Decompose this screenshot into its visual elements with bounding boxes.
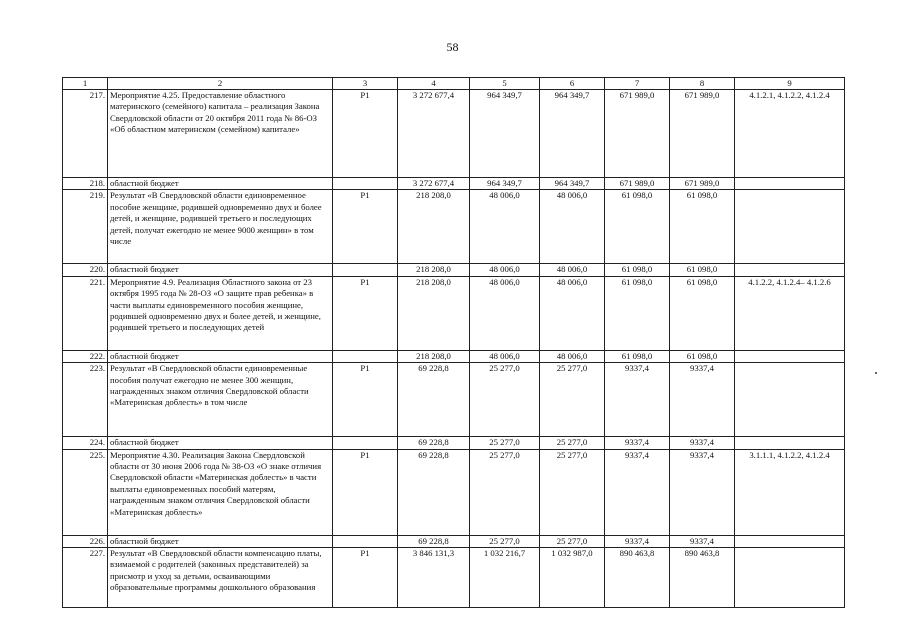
amount-total-cell: 69 228,8 (398, 535, 470, 547)
target-refs-cell (735, 190, 845, 264)
amount-cell: 1 032 216,7 (470, 548, 540, 608)
description-cell: Мероприятие 4.30. Реализация Закона Свердловской области от 30 июня 2006 года № 38-ОЗ «О знаке отличия Свердловской области «Материнская доблесть» в части выплаты единовременных пособий матерям, награжденным знаком отличия Свердловской области «Материнская доблесть» (108, 449, 333, 535)
column-header: 2 (108, 78, 333, 90)
amount-cell: 1 032 987,0 (540, 548, 605, 608)
table-row (63, 535, 845, 547)
table-row (63, 548, 845, 608)
row-number-cell: 226. (63, 535, 108, 547)
row-number-cell: 218. (63, 178, 108, 190)
column-header: 6 (540, 78, 605, 90)
amount-cell: 61 098,0 (670, 190, 735, 264)
amount-cell: 48 006,0 (540, 276, 605, 350)
target-refs-cell: 3.1.1.1, 4.1.2.2, 4.1.2.4 (735, 449, 845, 535)
row-number-cell: 221. (63, 276, 108, 350)
target-refs-cell: 4.1.2.1, 4.1.2.2, 4.1.2.4 (735, 90, 845, 178)
amount-total-cell: 69 228,8 (398, 363, 470, 437)
row-number-cell: 227. (63, 548, 108, 608)
description-cell: Мероприятие 4.9. Реализация Областного закона от 23 октября 1995 года № 28-ОЗ «О защите прав ребенка» в части выплаты единовременного пособия женщине, родившей одновременно двух и более детей, и женщине, родившей третьего и последующих детей (108, 276, 333, 350)
target-refs-cell: 4.1.2.2, 4.1.2.4– 4.1.2.6 (735, 276, 845, 350)
column-header: 5 (470, 78, 540, 90)
table-row (63, 190, 845, 264)
amount-cell: 48 006,0 (470, 264, 540, 276)
column-header: 8 (670, 78, 735, 90)
amount-cell: 964 349,7 (470, 90, 540, 178)
amount-total-cell: 3 846 131,3 (398, 548, 470, 608)
amount-cell: 890 463,8 (670, 548, 735, 608)
amount-cell: 9337,4 (670, 437, 735, 449)
column-header: 3 (333, 78, 398, 90)
description-cell: Мероприятие 4.25. Предоставление областного материнского (семейного) капитала – реализация Закона Свердловской области от 20 октября 2011 года № 86-ОЗ «Об областном материнском (семейном) капитале» (108, 90, 333, 178)
code-cell: Р1 (333, 90, 398, 178)
target-refs-cell (735, 363, 845, 437)
row-number-cell: 220. (63, 264, 108, 276)
description-cell: областной бюджет (108, 264, 333, 276)
amount-cell: 61 098,0 (605, 190, 670, 264)
amount-total-cell: 69 228,8 (398, 437, 470, 449)
amount-cell: 48 006,0 (540, 190, 605, 264)
code-cell: Р1 (333, 276, 398, 350)
row-number-cell: 225. (63, 449, 108, 535)
amount-total-cell: 3 272 677,4 (398, 178, 470, 190)
table-row (63, 178, 845, 190)
amount-cell: 964 349,7 (540, 90, 605, 178)
target-refs-cell (735, 178, 845, 190)
code-cell: Р1 (333, 363, 398, 437)
amount-cell: 25 277,0 (540, 437, 605, 449)
row-number-cell: 222. (63, 350, 108, 362)
amount-cell: 61 098,0 (670, 350, 735, 362)
amount-cell: 9337,4 (605, 535, 670, 547)
target-refs-cell (735, 437, 845, 449)
amount-total-cell: 3 272 677,4 (398, 90, 470, 178)
amount-cell: 25 277,0 (470, 363, 540, 437)
table-row (63, 276, 845, 350)
column-header: 7 (605, 78, 670, 90)
table-row (63, 90, 845, 178)
column-number-row (63, 78, 845, 90)
amount-cell: 25 277,0 (540, 363, 605, 437)
column-header: 4 (398, 78, 470, 90)
table-row (63, 449, 845, 535)
amount-cell: 671 989,0 (605, 178, 670, 190)
column-header: 9 (735, 78, 845, 90)
page-number: 58 (446, 40, 459, 54)
target-refs-cell (735, 548, 845, 608)
code-cell: Р1 (333, 190, 398, 264)
amount-cell: 9337,4 (670, 449, 735, 535)
amount-cell: 48 006,0 (540, 350, 605, 362)
description-cell: областной бюджет (108, 178, 333, 190)
code-cell: Р1 (333, 548, 398, 608)
amount-cell: 890 463,8 (605, 548, 670, 608)
scan-margin-marks (40, 410, 62, 590)
amount-cell: 9337,4 (670, 363, 735, 437)
amount-total-cell: 218 208,0 (398, 264, 470, 276)
amount-cell: 9337,4 (605, 449, 670, 535)
budget-table (62, 77, 845, 608)
target-refs-cell (735, 350, 845, 362)
amount-cell: 25 277,0 (540, 449, 605, 535)
amount-cell: 25 277,0 (540, 535, 605, 547)
row-number-cell: 224. (63, 437, 108, 449)
amount-total-cell: 69 228,8 (398, 449, 470, 535)
row-number-cell: 219. (63, 190, 108, 264)
scan-speck (875, 372, 877, 374)
code-cell: Р1 (333, 449, 398, 535)
amount-cell: 61 098,0 (670, 276, 735, 350)
row-number-cell: 217. (63, 90, 108, 178)
amount-cell: 48 006,0 (470, 276, 540, 350)
amount-total-cell: 218 208,0 (398, 190, 470, 264)
target-refs-cell (735, 535, 845, 547)
description-cell: областной бюджет (108, 437, 333, 449)
amount-cell: 61 098,0 (605, 350, 670, 362)
amount-cell: 61 098,0 (670, 264, 735, 276)
amount-cell: 671 989,0 (670, 90, 735, 178)
amount-cell: 25 277,0 (470, 449, 540, 535)
row-number-cell: 223. (63, 363, 108, 437)
target-refs-cell (735, 264, 845, 276)
amount-cell: 9337,4 (605, 437, 670, 449)
table-row (63, 264, 845, 276)
amount-cell: 48 006,0 (470, 190, 540, 264)
amount-cell: 964 349,7 (470, 178, 540, 190)
code-cell (333, 350, 398, 362)
amount-total-cell: 218 208,0 (398, 350, 470, 362)
amount-cell: 25 277,0 (470, 535, 540, 547)
amount-cell: 671 989,0 (670, 178, 735, 190)
table-row (63, 350, 845, 362)
amount-cell: 9337,4 (605, 363, 670, 437)
code-cell (333, 437, 398, 449)
amount-cell: 61 098,0 (605, 264, 670, 276)
amount-cell: 48 006,0 (540, 264, 605, 276)
amount-cell: 25 277,0 (470, 437, 540, 449)
table-row (63, 363, 845, 437)
amount-cell: 964 349,7 (540, 178, 605, 190)
code-cell (333, 178, 398, 190)
description-cell: Результат «В Свердловской области единовременные пособия получат ежегодно не менее 300 женщин, награжденных знаком отличия Свердловской области «Материнская доблесть» в том числе (108, 363, 333, 437)
description-cell: Результат «В Свердловской области единовременное пособие женщине, родившей одновременно двух и более детей, и женщине, родившей третьего и последующих детей, получат ежегодно не менее 9000 женщин» в том числе (108, 190, 333, 264)
code-cell (333, 264, 398, 276)
description-cell: областной бюджет (108, 535, 333, 547)
amount-cell: 671 989,0 (605, 90, 670, 178)
code-cell (333, 535, 398, 547)
amount-cell: 61 098,0 (605, 276, 670, 350)
column-header: 1 (63, 78, 108, 90)
amount-cell: 48 006,0 (470, 350, 540, 362)
amount-total-cell: 218 208,0 (398, 276, 470, 350)
table-row (63, 437, 845, 449)
description-cell: областной бюджет (108, 350, 333, 362)
amount-cell: 9337,4 (670, 535, 735, 547)
description-cell: Результат «В Свердловской области компенсацию платы, взимаемой с родителей (законных представителей) за присмотр и уход за детьми, осваивающими образовательные программы дошкольного образования (108, 548, 333, 608)
